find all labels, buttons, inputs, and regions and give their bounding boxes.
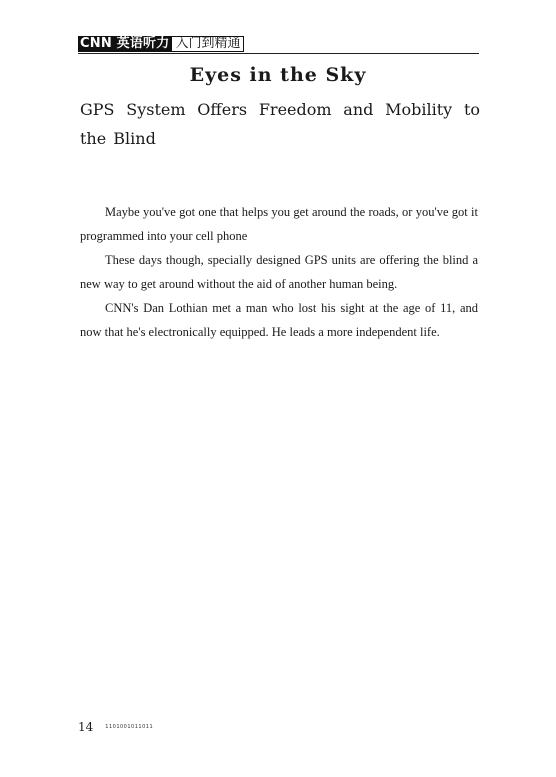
page-number: 14 — [78, 720, 94, 734]
paragraph: Maybe you've got one that helps you get around the roads, or you've got it programmed into your cell phone — [80, 205, 478, 243]
series-badge — [78, 36, 244, 52]
article-title: Eyes in the Sky — [189, 64, 367, 86]
page-footer — [78, 720, 153, 734]
footer-mark: 1101001011011 — [105, 724, 154, 730]
series-brand: CNN 英语听力 — [78, 36, 172, 52]
article-subtitle: GPS System Offers Freedom and Mobility to the Blind — [80, 100, 480, 148]
series-tagline: 入门到精通 — [172, 36, 244, 52]
article-body — [80, 200, 478, 344]
paragraph: CNN's Dan Lothian met a man who lost his sight at the age of 11, and now that he's electronically equipped. He leads a more independent life. — [80, 301, 478, 339]
running-header — [78, 36, 479, 54]
paragraph: These days though, specially designed GPS units are offering the blind a new way to get around without the aid of another human being. — [80, 253, 478, 291]
